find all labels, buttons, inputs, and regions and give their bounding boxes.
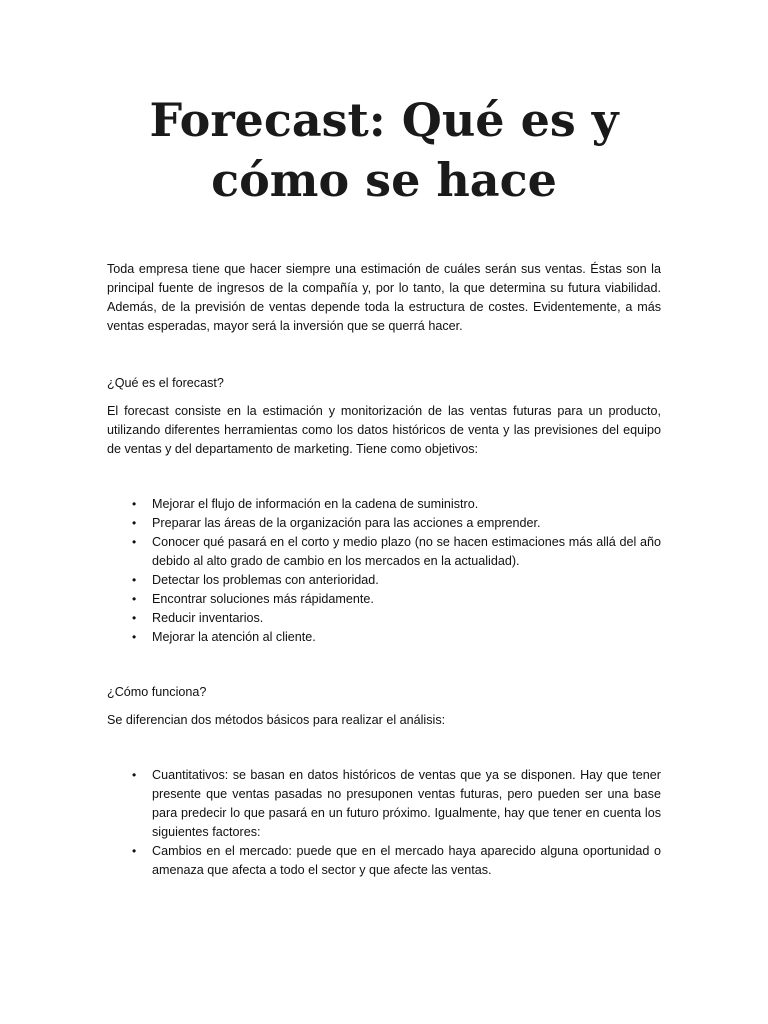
title-line-2: cómo se hace — [211, 153, 557, 207]
section-heading-como-funciona: ¿Cómo funciona? — [107, 685, 207, 699]
section-body-como-funciona: Se diferencian dos métodos básicos para realizar el análisis: — [107, 713, 446, 727]
bullet-glyph: • — [132, 611, 137, 625]
list-item-text: Detectar los problemas con anterioridad. — [152, 573, 379, 587]
list-item — [132, 571, 661, 590]
title-line-1: Forecast: Qué es y — [149, 93, 619, 147]
list-item-text: Mejorar el flujo de información en la cadena de suministro. — [152, 497, 479, 511]
list-item-text: Cuantitativos: se basan en datos históricos de ventas que ya se disponen. Hay que tener presente que ventas pasadas no presuponen ventas futuras, pero pueden ser una base para predecir lo que pasará en un futuro próximo. Igualmente, hay que tener en cuenta los siguientes factores: — [152, 768, 661, 839]
bullet-glyph: • — [132, 630, 137, 644]
list-item — [132, 495, 661, 514]
list-item — [132, 766, 661, 842]
section-body-que-es: El forecast consiste en la estimación y monitorización de las ventas futuras para un producto, utilizando diferentes herramientas como los datos históricos de venta y las previsiones del equipo de ventas y del departamento de marketing. Tiene como objetivos: — [107, 404, 661, 456]
list-item-text: Encontrar soluciones más rápidamente. — [152, 592, 374, 606]
list-item — [132, 590, 661, 609]
list-item-text: Reducir inventarios. — [152, 611, 264, 625]
bullet-glyph: • — [132, 573, 137, 587]
bullet-glyph: • — [132, 535, 137, 549]
bullet-glyph: • — [132, 592, 137, 606]
bullet-glyph: • — [132, 844, 137, 858]
list-item — [132, 842, 661, 880]
list-item-text: Mejorar la atención al cliente. — [152, 630, 316, 644]
list-item-text: Preparar las áreas de la organización para las acciones a emprender. — [152, 516, 541, 530]
list-item — [132, 514, 661, 533]
methods-list — [107, 766, 661, 880]
bullet-glyph: • — [132, 516, 137, 530]
intro-paragraph: Toda empresa tiene que hacer siempre una estimación de cuáles serán sus ventas. Éstas son la principal fuente de ingresos de la compañía y, por lo tanto, la que determina su futura viabilidad. Además, de la previsión de ventas depende toda la estructura de costes. Evidentemente, a más ventas esperadas, mayor será la inversión que se querrá hacer. — [107, 262, 661, 333]
list-item — [132, 609, 661, 628]
document-title — [107, 0, 661, 210]
section-heading-que-es: ¿Qué es el forecast? — [107, 376, 224, 390]
objectives-list — [107, 495, 661, 647]
bullet-glyph: • — [132, 497, 137, 511]
list-item — [132, 628, 661, 647]
list-item — [132, 533, 661, 571]
bullet-glyph: • — [132, 768, 137, 782]
list-item-text: Conocer qué pasará en el corto y medio plazo (no se hacen estimaciones más allá del año debido al alto grado de cambio en los mercados en la actualidad). — [152, 535, 661, 568]
list-item-text: Cambios en el mercado: puede que en el mercado haya aparecido alguna oportunidad o amenaza que afecta a todo el sector y que afecte las ventas. — [152, 844, 661, 877]
